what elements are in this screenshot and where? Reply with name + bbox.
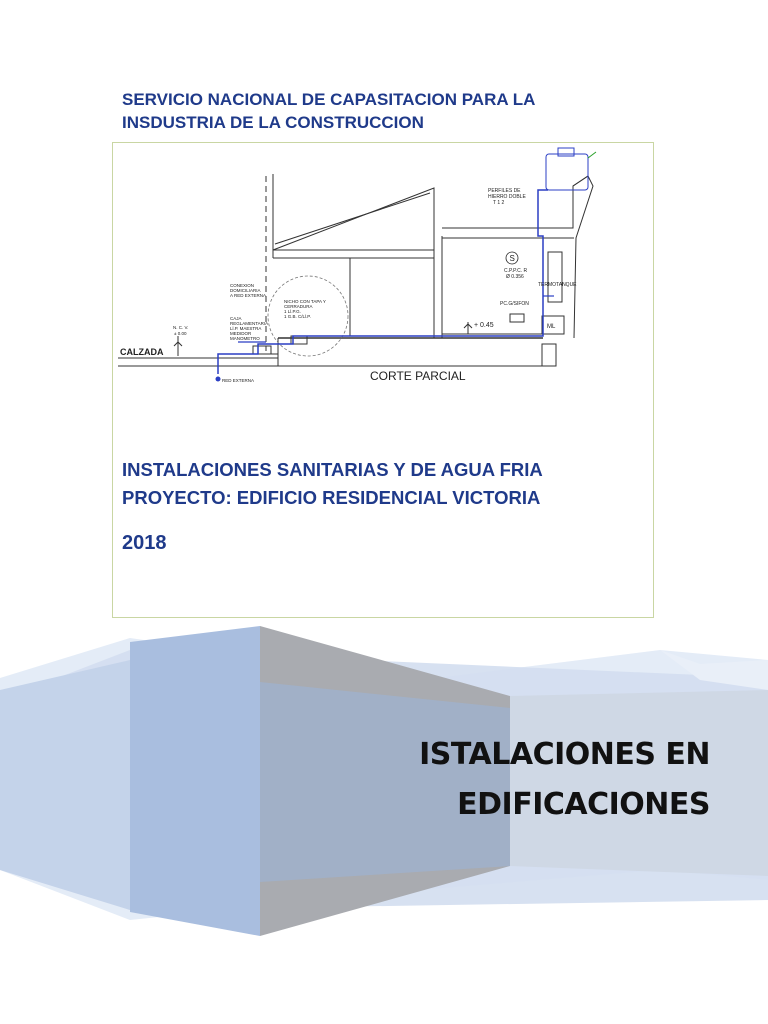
cover-title (419, 730, 710, 830)
project-year: 2018 (122, 532, 167, 554)
label-perfiles-3: T 1 2 (493, 200, 505, 206)
label-ncv-1: N. C. V. (173, 325, 189, 330)
red-externa-node (216, 377, 221, 382)
label-red-externa: RED EXTERNA (222, 378, 255, 383)
label-calzada: CALZADA (120, 347, 164, 357)
label-cppc-1: C.P.P.C. R (504, 268, 528, 274)
label-nicho-2: CERRADURA (284, 304, 313, 309)
label-pc-sifon: PC.G/SIFON (500, 301, 529, 307)
label-conexion-1: CONEXION (230, 283, 255, 288)
label-cppc-2: Ø 0.356 (506, 274, 524, 280)
label-termotanque: TERMOTANQUE (538, 282, 577, 288)
termotanque-box (548, 252, 562, 302)
label-corte-parcial: CORTE PARCIAL (370, 369, 466, 383)
plumbing-section-drawing (118, 146, 604, 396)
label-conexion-2: DOMICILIARIA (230, 288, 261, 293)
label-nicho-1: NICHO CON TAPA Y (284, 299, 326, 304)
label-caja-1: CAJA (230, 316, 242, 321)
label-perfiles-2: HIERRO DOBLE (488, 194, 526, 200)
cover-title-line-2: EDIFICACIONES (457, 787, 710, 822)
label-ncv-2: ± 0.00 (174, 331, 187, 336)
label-nicho-4: 1 G.B. C/Ll.P. (284, 314, 311, 319)
label-caja-5: MANOMETRO (230, 336, 260, 341)
label-perfiles-1: PERFILES DE (488, 188, 521, 194)
cover-title-line-1: ISTALACIONES EN (419, 737, 710, 772)
project-line-2: PROYECTO: EDIFICIO RESIDENCIAL VICTORIA (122, 487, 541, 508)
water-tank (546, 148, 596, 190)
s-marker-label: S (509, 254, 515, 263)
institution-header (122, 88, 642, 134)
label-elevation: + 0.45 (474, 322, 494, 329)
project-line-1: INSTALACIONES SANITARIAS Y DE AGUA FRIA (122, 459, 543, 480)
label-caja-4: MEDIDOR (230, 331, 252, 336)
label-conexion-3: A RED EXTERNA (230, 293, 267, 298)
label-nicho-3: 1 Ll.P.G. (284, 309, 301, 314)
roof-outline (273, 188, 434, 250)
label-ml: ML (547, 324, 556, 330)
label-caja-3: Ll.P. MAESTRA (230, 326, 262, 331)
institution-line-2: INSDUSTRIA DE LA CONSTRUCCION (122, 113, 424, 132)
institution-line-1: SERVICIO NACIONAL DE CAPASITACION PARA LA (122, 90, 536, 109)
label-caja-2: REGLAMENTARIA (230, 321, 269, 326)
